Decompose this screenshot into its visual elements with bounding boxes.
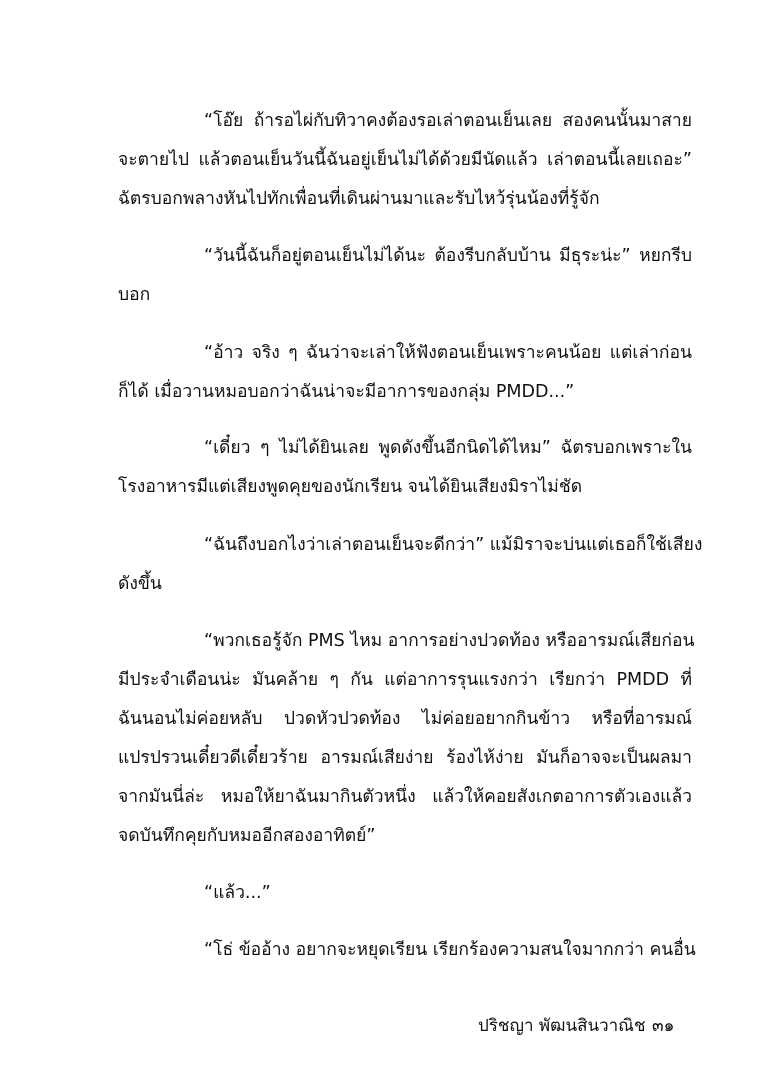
body-text-line: จากมันนี่ล่ะ หมอให้ยาฉันมากินตัวหนึ่ง แล้วให้คอยสังเกตอาการตัวเองแล้ว <box>118 787 692 807</box>
body-text-line: “แล้ว...” <box>204 883 271 903</box>
body-text-line: ฉัตรบอกพลางหันไปทักเพื่อนที่เดินผ่านมาและรับไหว้รุ่นน้องที่รู้จัก <box>118 189 600 209</box>
body-text-line: มีประจำเดือนน่ะ มันคล้าย ๆ กัน แต่อาการรุนแรงกว่า เรียกว่า PMDD ที่ <box>118 670 692 690</box>
body-text-line: ฉันนอนไม่ค่อยหลับ ปวดหัวปวดท้อง ไม่ค่อยอยากกินข้าว หรือที่อารมณ์ <box>118 709 692 729</box>
body-text-line: “อ้าว จริง ๆ ฉันว่าจะเล่าให้ฟังตอนเย็นเพราะคนน้อย แต่เล่าก่อน <box>204 343 692 363</box>
body-text-line: บอก <box>118 285 151 305</box>
page-number: ๓๑ <box>652 1016 675 1036</box>
body-text-line: ก็ได้ เมื่อวานหมอบอกว่าฉันน่าจะมีอาการของกลุ่ม PMDD...” <box>118 382 575 402</box>
body-text-line: จดบันทึกคุยกับหมออีกสองอาทิตย์” <box>118 826 376 846</box>
body-text-line: จะตายไป แล้วตอนเย็นวันนี้ฉันอยู่เย็นไม่ได้ด้วยมีนัดแล้ว เล่าตอนนี้เลยเถอะ” <box>118 150 692 170</box>
body-text-line: แปรปรวนเดี๋ยวดีเดี๋ยวร้าย อารมณ์เสียง่าย ร้องไห้ง่าย มันก็อาจจะเป็นผลมา <box>118 748 692 768</box>
footer-author: ปริชญา พัฒนสินวาณิช <box>478 1016 646 1036</box>
body-text-line: “เดี๋ยว ๆ ไม่ได้ยินเลย พูดดังขึ้นอีกนิดได้ไหม” ฉัตรบอกเพราะใน <box>204 438 692 458</box>
body-text-line: “โธ่ ข้ออ้าง อยากจะหยุดเรียน เรียกร้องความสนใจมากกว่า คนอื่น <box>204 940 696 960</box>
body-text-line: “ฉันถึงบอกไงว่าเล่าตอนเย็นจะดีกว่า” แม้มิราจะบ่นแต่เธอก็ใช้เสียง <box>204 535 703 555</box>
body-text-line: โรงอาหารมีแต่เสียงพูดคุยของนักเรียน จนได้ยินเสียงมิราไม่ชัด <box>118 477 583 497</box>
body-text-line: “วันนี้ฉันก็อยู่ตอนเย็นไม่ได้นะ ต้องรีบกลับบ้าน มีธุระน่ะ” หยกรีบ <box>204 246 692 266</box>
body-text-line: “พวกเธอรู้จัก PMS ไหม อาการอย่างปวดท้อง หรืออารมณ์เสียก่อน <box>204 631 695 651</box>
body-text-line: ดังขึ้น <box>118 574 162 594</box>
body-text-line: “โอ๊ย ถ้ารอไผ่กับทิวาคงต้องรอเล่าตอนเย็นเลย สองคนนั้นมาสาย <box>204 111 692 131</box>
